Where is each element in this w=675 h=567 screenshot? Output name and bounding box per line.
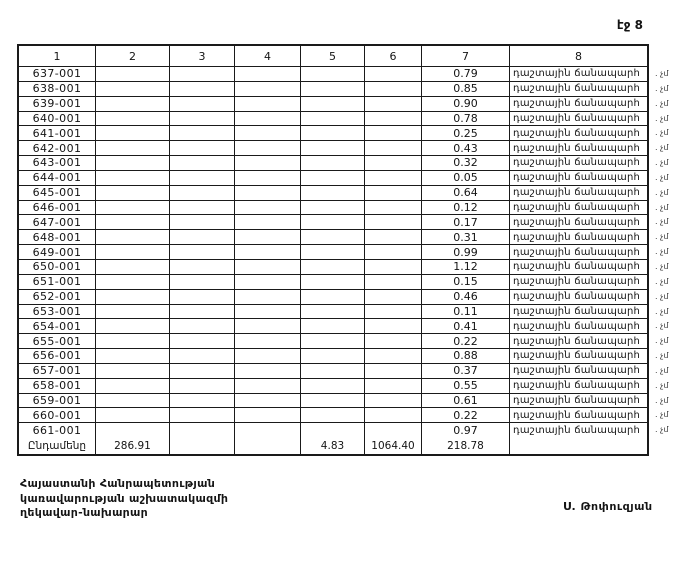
row-empty-cell-2 <box>96 171 170 186</box>
header-cell-7: 7 <box>422 46 510 67</box>
table-row <box>19 82 647 97</box>
row-empty-cell-3 <box>170 171 235 186</box>
row-category-cell: դաշտային ճանապարհ <box>510 230 647 245</box>
row-value-cell: 0.11 <box>422 305 510 320</box>
row-value-cell: 0.99 <box>422 245 510 260</box>
row-empty-cell-6 <box>365 112 422 127</box>
row-empty-cell-5 <box>301 290 365 305</box>
row-empty-cell-4 <box>235 349 301 364</box>
row-code-cell: 637-001 <box>19 67 96 82</box>
row-empty-cell-6 <box>365 97 422 112</box>
issuer-line-2: կառավարության աշխատակազմի <box>20 491 229 505</box>
table-body <box>19 67 647 438</box>
row-empty-cell-4 <box>235 186 301 201</box>
row-margin-note: . չմ <box>655 334 668 349</box>
row-code-cell: 661-001 <box>19 423 96 438</box>
row-code-cell: 646-001 <box>19 201 96 216</box>
row-empty-cell-6 <box>365 349 422 364</box>
table-row <box>19 171 647 186</box>
row-empty-cell-4 <box>235 201 301 216</box>
row-code-cell: 641-001 <box>19 126 96 141</box>
row-empty-cell-6 <box>365 408 422 423</box>
row-empty-cell-4 <box>235 423 301 438</box>
table-row <box>19 364 647 379</box>
row-empty-cell-5 <box>301 201 365 216</box>
row-category-cell: դաշտային ճանապարհ <box>510 97 647 112</box>
header-cell-5: 5 <box>301 46 365 67</box>
header-cell-8: 8 <box>510 46 647 67</box>
row-empty-cell-6 <box>365 245 422 260</box>
table-row <box>19 275 647 290</box>
row-category-cell: դաշտային ճանապարհ <box>510 275 647 290</box>
totals-col5: 4.83 <box>301 438 365 454</box>
row-margin-note: . չմ <box>655 112 668 127</box>
row-empty-cell-3 <box>170 67 235 82</box>
table-row <box>19 67 647 82</box>
row-code-cell: 638-001 <box>19 82 96 97</box>
row-empty-cell-6 <box>365 186 422 201</box>
table-header-row <box>19 46 647 67</box>
row-margin-note: . չմ <box>655 290 668 305</box>
table-row <box>19 186 647 201</box>
row-value-cell: 0.61 <box>422 394 510 409</box>
row-empty-cell-4 <box>235 215 301 230</box>
row-code-cell: 643-001 <box>19 156 96 171</box>
row-margin-note: . չմ <box>655 230 668 245</box>
row-value-cell: 0.31 <box>422 230 510 245</box>
row-empty-cell-3 <box>170 201 235 216</box>
row-value-cell: 0.43 <box>422 141 510 156</box>
row-empty-cell-3 <box>170 112 235 127</box>
row-category-cell: դաշտային ճանապարհ <box>510 186 647 201</box>
row-margin-note: . չմ <box>655 67 668 82</box>
row-empty-cell-5 <box>301 230 365 245</box>
row-empty-cell-2 <box>96 334 170 349</box>
row-category-cell: դաշտային ճանապարհ <box>510 112 647 127</box>
row-value-cell: 1.12 <box>422 260 510 275</box>
row-empty-cell-5 <box>301 260 365 275</box>
row-empty-cell-4 <box>235 379 301 394</box>
row-empty-cell-6 <box>365 156 422 171</box>
row-empty-cell-3 <box>170 319 235 334</box>
row-empty-cell-5 <box>301 82 365 97</box>
row-margin-note: . չմ <box>655 260 668 275</box>
row-empty-cell-2 <box>96 112 170 127</box>
row-code-cell: 645-001 <box>19 186 96 201</box>
table-row <box>19 305 647 320</box>
row-code-cell: 657-001 <box>19 364 96 379</box>
row-empty-cell-3 <box>170 408 235 423</box>
row-margin-note: . չմ <box>655 141 668 156</box>
row-margin-note: . չմ <box>655 275 668 290</box>
row-empty-cell-2 <box>96 186 170 201</box>
row-margin-note: . չմ <box>655 408 668 423</box>
row-code-cell: 648-001 <box>19 230 96 245</box>
row-category-cell: դաշտային ճանապարհ <box>510 364 647 379</box>
row-empty-cell-4 <box>235 364 301 379</box>
row-category-cell: դաշտային ճանապարհ <box>513 425 641 437</box>
row-empty-cell-6 <box>365 394 422 409</box>
row-empty-cell-6 <box>365 379 422 394</box>
row-margin-note: . չմ <box>655 423 668 438</box>
row-code-cell: 656-001 <box>19 349 96 364</box>
table-row <box>19 215 647 230</box>
row-category-cell: դաշտային ճանապարհ <box>510 141 647 156</box>
table-row <box>19 290 647 305</box>
row-category-cell: դաշտային ճանապարհ <box>510 260 647 275</box>
row-empty-cell-3 <box>170 364 235 379</box>
row-value-cell: 0.79 <box>422 67 510 82</box>
row-value-cell: 0.05 <box>422 171 510 186</box>
table-row <box>19 245 647 260</box>
row-empty-cell-6 <box>365 334 422 349</box>
row-empty-cell-3 <box>170 156 235 171</box>
row-empty-cell-3 <box>170 379 235 394</box>
row-empty-cell-5 <box>301 364 365 379</box>
table-row <box>19 112 647 127</box>
totals-col4 <box>235 438 301 454</box>
totals-col3 <box>170 438 235 454</box>
row-empty-cell-4 <box>235 141 301 156</box>
row-category-cell: դաշտային ճանապարհ <box>510 394 647 409</box>
row-empty-cell-3 <box>170 141 235 156</box>
page-number-label: էջ 8 <box>616 18 643 32</box>
row-code-cell: 655-001 <box>19 334 96 349</box>
row-margin-note: . չմ <box>655 215 668 230</box>
row-empty-cell-2 <box>96 126 170 141</box>
row-margin-note: . չմ <box>655 82 668 97</box>
row-margin-note: . չմ <box>655 201 668 216</box>
row-empty-cell-3 <box>170 82 235 97</box>
row-value-cell: 0.17 <box>422 215 510 230</box>
row-category-cell: դաշտային ճանապարհ <box>510 67 647 82</box>
row-empty-cell-6 <box>365 305 422 320</box>
row-empty-cell-4 <box>235 260 301 275</box>
signature-name: Ս. Թոփուզյան <box>563 500 653 513</box>
row-category-cell: դաշտային ճանապարհ <box>510 201 647 216</box>
row-empty-cell-5 <box>301 186 365 201</box>
row-empty-cell-5 <box>301 171 365 186</box>
row-empty-cell-6 <box>365 275 422 290</box>
row-empty-cell-6 <box>365 171 422 186</box>
row-empty-cell-5 <box>301 275 365 290</box>
row-empty-cell-4 <box>235 230 301 245</box>
row-empty-cell-2 <box>96 215 170 230</box>
row-empty-cell-6 <box>365 230 422 245</box>
row-code-cell: 651-001 <box>19 275 96 290</box>
row-value-cell: 0.25 <box>422 126 510 141</box>
table-row <box>19 408 647 423</box>
row-empty-cell-3 <box>170 215 235 230</box>
row-empty-cell-5 <box>301 97 365 112</box>
row-code-cell: 650-001 <box>19 260 96 275</box>
land-parcel-table <box>17 44 673 456</box>
totals-col6: 1064.40 <box>365 438 422 454</box>
row-empty-cell-2 <box>96 141 170 156</box>
row-empty-cell-2 <box>96 349 170 364</box>
row-empty-cell-2 <box>96 319 170 334</box>
table-row <box>19 319 647 334</box>
row-empty-cell-5 <box>301 126 365 141</box>
issuer-line-3: ղեկավար-նախարար <box>20 506 149 519</box>
header-cell-6: 6 <box>365 46 422 67</box>
row-category-cell: դաշտային ճանապարհ <box>510 290 647 305</box>
row-empty-cell-3 <box>170 349 235 364</box>
row-empty-cell-5 <box>301 394 365 409</box>
row-margin-note: . չմ <box>655 126 668 141</box>
row-value-cell: 0.15 <box>422 275 510 290</box>
row-empty-cell-6 <box>365 67 422 82</box>
issuer-line-1: Հայաստանի Հանրապետության <box>20 477 216 490</box>
row-empty-cell-2 <box>96 408 170 423</box>
row-code-cell: 652-001 <box>19 290 96 305</box>
row-code-cell: 642-001 <box>19 141 96 156</box>
table-row <box>19 394 647 409</box>
row-code-cell: 658-001 <box>19 379 96 394</box>
row-empty-cell-5 <box>301 141 365 156</box>
row-empty-cell-4 <box>235 408 301 423</box>
row-empty-cell-5 <box>301 245 365 260</box>
row-empty-cell-2 <box>96 156 170 171</box>
table-row <box>19 349 647 364</box>
row-empty-cell-2 <box>96 260 170 275</box>
row-empty-cell-6 <box>365 364 422 379</box>
row-margin-note: . չմ <box>655 364 668 379</box>
row-category-cell: դաշտային ճանապարհ <box>510 156 647 171</box>
row-empty-cell-6 <box>365 82 422 97</box>
row-empty-cell-6 <box>365 423 422 438</box>
row-empty-cell-5 <box>301 349 365 364</box>
row-empty-cell-2 <box>96 230 170 245</box>
margin-notes-column <box>655 67 668 438</box>
table-row <box>19 126 647 141</box>
row-code-cell: 653-001 <box>19 305 96 320</box>
row-category-cell: դաշտային ճանապարհ <box>510 408 647 423</box>
header-cell-1: 1 <box>19 46 96 67</box>
row-margin-note: . չմ <box>655 379 668 394</box>
row-empty-cell-5 <box>301 334 365 349</box>
row-value-cell: 0.97 <box>422 423 510 438</box>
row-empty-cell-4 <box>235 171 301 186</box>
row-empty-cell-6 <box>365 319 422 334</box>
table-row <box>19 201 647 216</box>
table-row <box>19 230 647 245</box>
row-empty-cell-4 <box>235 245 301 260</box>
row-empty-cell-4 <box>235 334 301 349</box>
row-empty-cell-5 <box>301 379 365 394</box>
row-empty-cell-3 <box>170 334 235 349</box>
table-row <box>19 141 647 156</box>
row-margin-note: . չմ <box>655 245 668 260</box>
row-value-cell: 0.22 <box>422 334 510 349</box>
row-code-cell: 654-001 <box>19 319 96 334</box>
row-category-cell: դաշտային ճանապարհ <box>510 126 647 141</box>
row-category-cell: դաշտային ճանապարհ <box>510 82 647 97</box>
row-margin-note: . չմ <box>655 97 668 112</box>
issuer-title-block <box>20 477 228 521</box>
row-code-cell: 660-001 <box>19 408 96 423</box>
table-row <box>19 97 647 112</box>
row-empty-cell-4 <box>235 82 301 97</box>
row-empty-cell-5 <box>301 319 365 334</box>
row-margin-note: . չմ <box>655 156 668 171</box>
row-empty-cell-3 <box>170 186 235 201</box>
row-value-cell: 0.64 <box>422 186 510 201</box>
row-category-cell: դաշտային ճանապարհ <box>510 319 647 334</box>
row-value-cell: 0.32 <box>422 156 510 171</box>
table-grid <box>17 44 649 456</box>
row-empty-cell-3 <box>170 126 235 141</box>
row-empty-cell-3 <box>170 260 235 275</box>
row-empty-cell-6 <box>365 141 422 156</box>
row-category-cell: դաշտային ճանապարհ <box>510 379 647 394</box>
row-empty-cell-4 <box>235 275 301 290</box>
header-cell-2: 2 <box>96 46 170 67</box>
row-empty-cell-4 <box>235 126 301 141</box>
table-row <box>19 423 647 438</box>
row-empty-cell-2 <box>96 245 170 260</box>
header-cell-3: 3 <box>170 46 235 67</box>
row-empty-cell-4 <box>235 112 301 127</box>
totals-row <box>19 438 647 454</box>
row-value-cell: 0.41 <box>422 319 510 334</box>
row-value-cell: 0.78 <box>422 112 510 127</box>
row-empty-cell-3 <box>170 97 235 112</box>
table-row <box>19 156 647 171</box>
row-empty-cell-2 <box>96 67 170 82</box>
row-empty-cell-2 <box>96 379 170 394</box>
totals-label: Ընդամենը <box>19 438 96 454</box>
row-empty-cell-4 <box>235 67 301 82</box>
row-code-cell: 640-001 <box>19 112 96 127</box>
row-empty-cell-6 <box>365 126 422 141</box>
row-value-cell: 0.46 <box>422 290 510 305</box>
row-empty-cell-3 <box>170 305 235 320</box>
totals-col7: 218.78 <box>422 438 510 454</box>
row-empty-cell-5 <box>301 156 365 171</box>
row-category-cell: դաշտային ճանապարհ <box>510 349 647 364</box>
row-empty-cell-4 <box>235 290 301 305</box>
row-code-cell: 647-001 <box>19 215 96 230</box>
totals-col2: 286.91 <box>96 438 170 454</box>
row-empty-cell-4 <box>235 319 301 334</box>
row-value-cell: 0.12 <box>422 201 510 216</box>
row-empty-cell-4 <box>235 156 301 171</box>
row-empty-cell-5 <box>301 215 365 230</box>
row-empty-cell-6 <box>365 201 422 216</box>
row-empty-cell-5 <box>301 305 365 320</box>
row-value-cell: 0.90 <box>422 97 510 112</box>
row-empty-cell-3 <box>170 275 235 290</box>
row-empty-cell-2 <box>96 97 170 112</box>
row-empty-cell-2 <box>96 364 170 379</box>
row-empty-cell-6 <box>365 290 422 305</box>
row-empty-cell-2 <box>96 394 170 409</box>
row-empty-cell-2 <box>96 275 170 290</box>
row-empty-cell-5 <box>301 408 365 423</box>
row-category-cell: դաշտային ճանապարհ <box>510 215 647 230</box>
row-empty-cell-2 <box>96 82 170 97</box>
row-empty-cell-3 <box>170 230 235 245</box>
row-margin-note: . չմ <box>655 186 668 201</box>
row-value-cell: 0.37 <box>422 364 510 379</box>
row-empty-cell-4 <box>235 394 301 409</box>
row-category-cell: դաշտային ճանապարհ <box>510 334 647 349</box>
row-empty-cell-5 <box>301 112 365 127</box>
row-code-cell: 649-001 <box>19 245 96 260</box>
row-category-cell: դաշտային ճանապարհ <box>510 171 647 186</box>
row-value-cell: 0.22 <box>422 408 510 423</box>
row-margin-note: . չմ <box>655 349 668 364</box>
row-margin-note: . չմ <box>655 394 668 409</box>
table-row <box>19 260 647 275</box>
row-empty-cell-3 <box>170 394 235 409</box>
row-empty-cell-6 <box>365 260 422 275</box>
row-empty-cell-3 <box>170 290 235 305</box>
row-empty-cell-2 <box>96 201 170 216</box>
row-category-cell: դաշտային ճանապարհ <box>510 245 647 260</box>
row-code-cell: 659-001 <box>19 394 96 409</box>
row-empty-cell-2 <box>96 423 170 438</box>
table-row <box>19 379 647 394</box>
totals-col8 <box>510 438 647 454</box>
row-code-cell: 639-001 <box>19 97 96 112</box>
row-value-cell: 0.88 <box>422 349 510 364</box>
row-empty-cell-5 <box>301 423 365 438</box>
row-margin-note: . չմ <box>655 319 668 334</box>
row-empty-cell-2 <box>96 305 170 320</box>
row-value-cell: 0.85 <box>422 82 510 97</box>
row-empty-cell-3 <box>170 423 235 438</box>
row-category-cell: դաշտային ճանապարհ <box>510 305 647 320</box>
row-margin-note: . չմ <box>655 171 668 186</box>
row-empty-cell-5 <box>301 67 365 82</box>
row-value-cell: 0.55 <box>422 379 510 394</box>
row-empty-cell-6 <box>365 215 422 230</box>
row-empty-cell-4 <box>235 97 301 112</box>
row-margin-note: . չմ <box>655 305 668 320</box>
row-code-cell: 644-001 <box>19 171 96 186</box>
table-row <box>19 334 647 349</box>
row-empty-cell-4 <box>235 305 301 320</box>
row-empty-cell-2 <box>96 290 170 305</box>
header-cell-4: 4 <box>235 46 301 67</box>
row-empty-cell-3 <box>170 245 235 260</box>
